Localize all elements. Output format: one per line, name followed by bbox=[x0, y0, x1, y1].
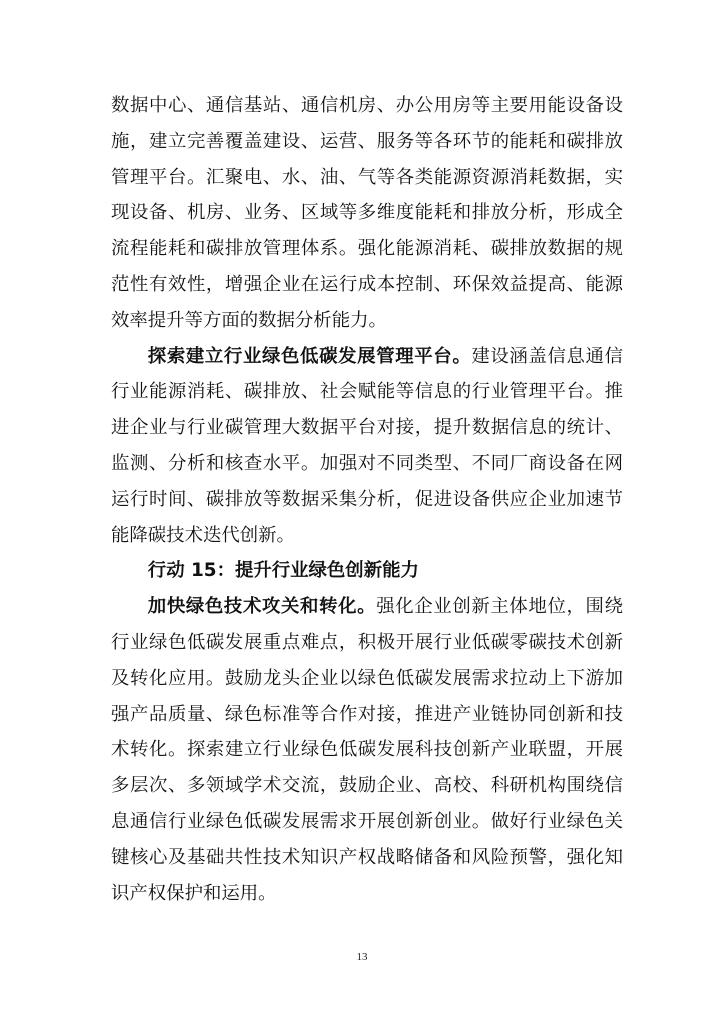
section-heading: 行动 15：提升行业绿色创新能力 bbox=[147, 560, 419, 582]
paragraph-3-lead: 加快绿色技术攻关和转化。 bbox=[147, 596, 377, 618]
paragraph-2-text: 建设涵盖信息通信行业能源消耗、碳排放、社会赋能等信息的行业管理平台。推进企业与行业碳管理大数据平台对接，提升数据信息的统计、监测、分析和核查水平。加强对不同类型、不同厂商设备在网运行时间、碳排放等数据采集分析，促进设备供应企业加速节能降碳技术迭代创新。 bbox=[111, 345, 623, 546]
paragraph-3 bbox=[111, 589, 623, 911]
paragraph-2-lead: 探索建立行业绿色低碳发展管理平台。 bbox=[147, 345, 472, 367]
paragraph-3-text: 强化企业创新主体地位，围绕行业绿色低碳发展重点难点，积极开展行业低碳零碳技术创新及转化应用。鼓励龙头企业以绿色低碳发展需求拉动上下游加强产品质量、绿色标准等合作对接，推进产业链协同创新和技术转化。探索建立行业绿色低碳发展科技创新产业联盟，开展多层次、多领域学术交流，鼓励企业、高校、科研机构围绕信息通信行业绿色低碳发展需求开展创新创业。做好行业绿色关键核心及基础共性技术知识产权战略储备和风险预警，强化知识产权保护和运用。 bbox=[111, 596, 623, 904]
document-body bbox=[111, 88, 623, 911]
paragraph-2 bbox=[111, 339, 623, 554]
page-number: 13 bbox=[356, 951, 368, 963]
paragraph-1-text: 数据中心、通信基站、通信机房、办公用房等主要用能设备设施，建立完善覆盖建设、运营、服务等各环节的能耗和碳排放管理平台。汇聚电、水、油、气等各类能源资源消耗数据，实现设备、机房、业务、区域等多维度能耗和排放分析，形成全流程能耗和碳排放管理体系。强化能源消耗、碳排放数据的规范性有效性，增强企业在运行成本控制、环保效益提高、能源效率提升等方面的数据分析能力。 bbox=[111, 95, 623, 331]
paragraph-1 bbox=[111, 88, 623, 339]
